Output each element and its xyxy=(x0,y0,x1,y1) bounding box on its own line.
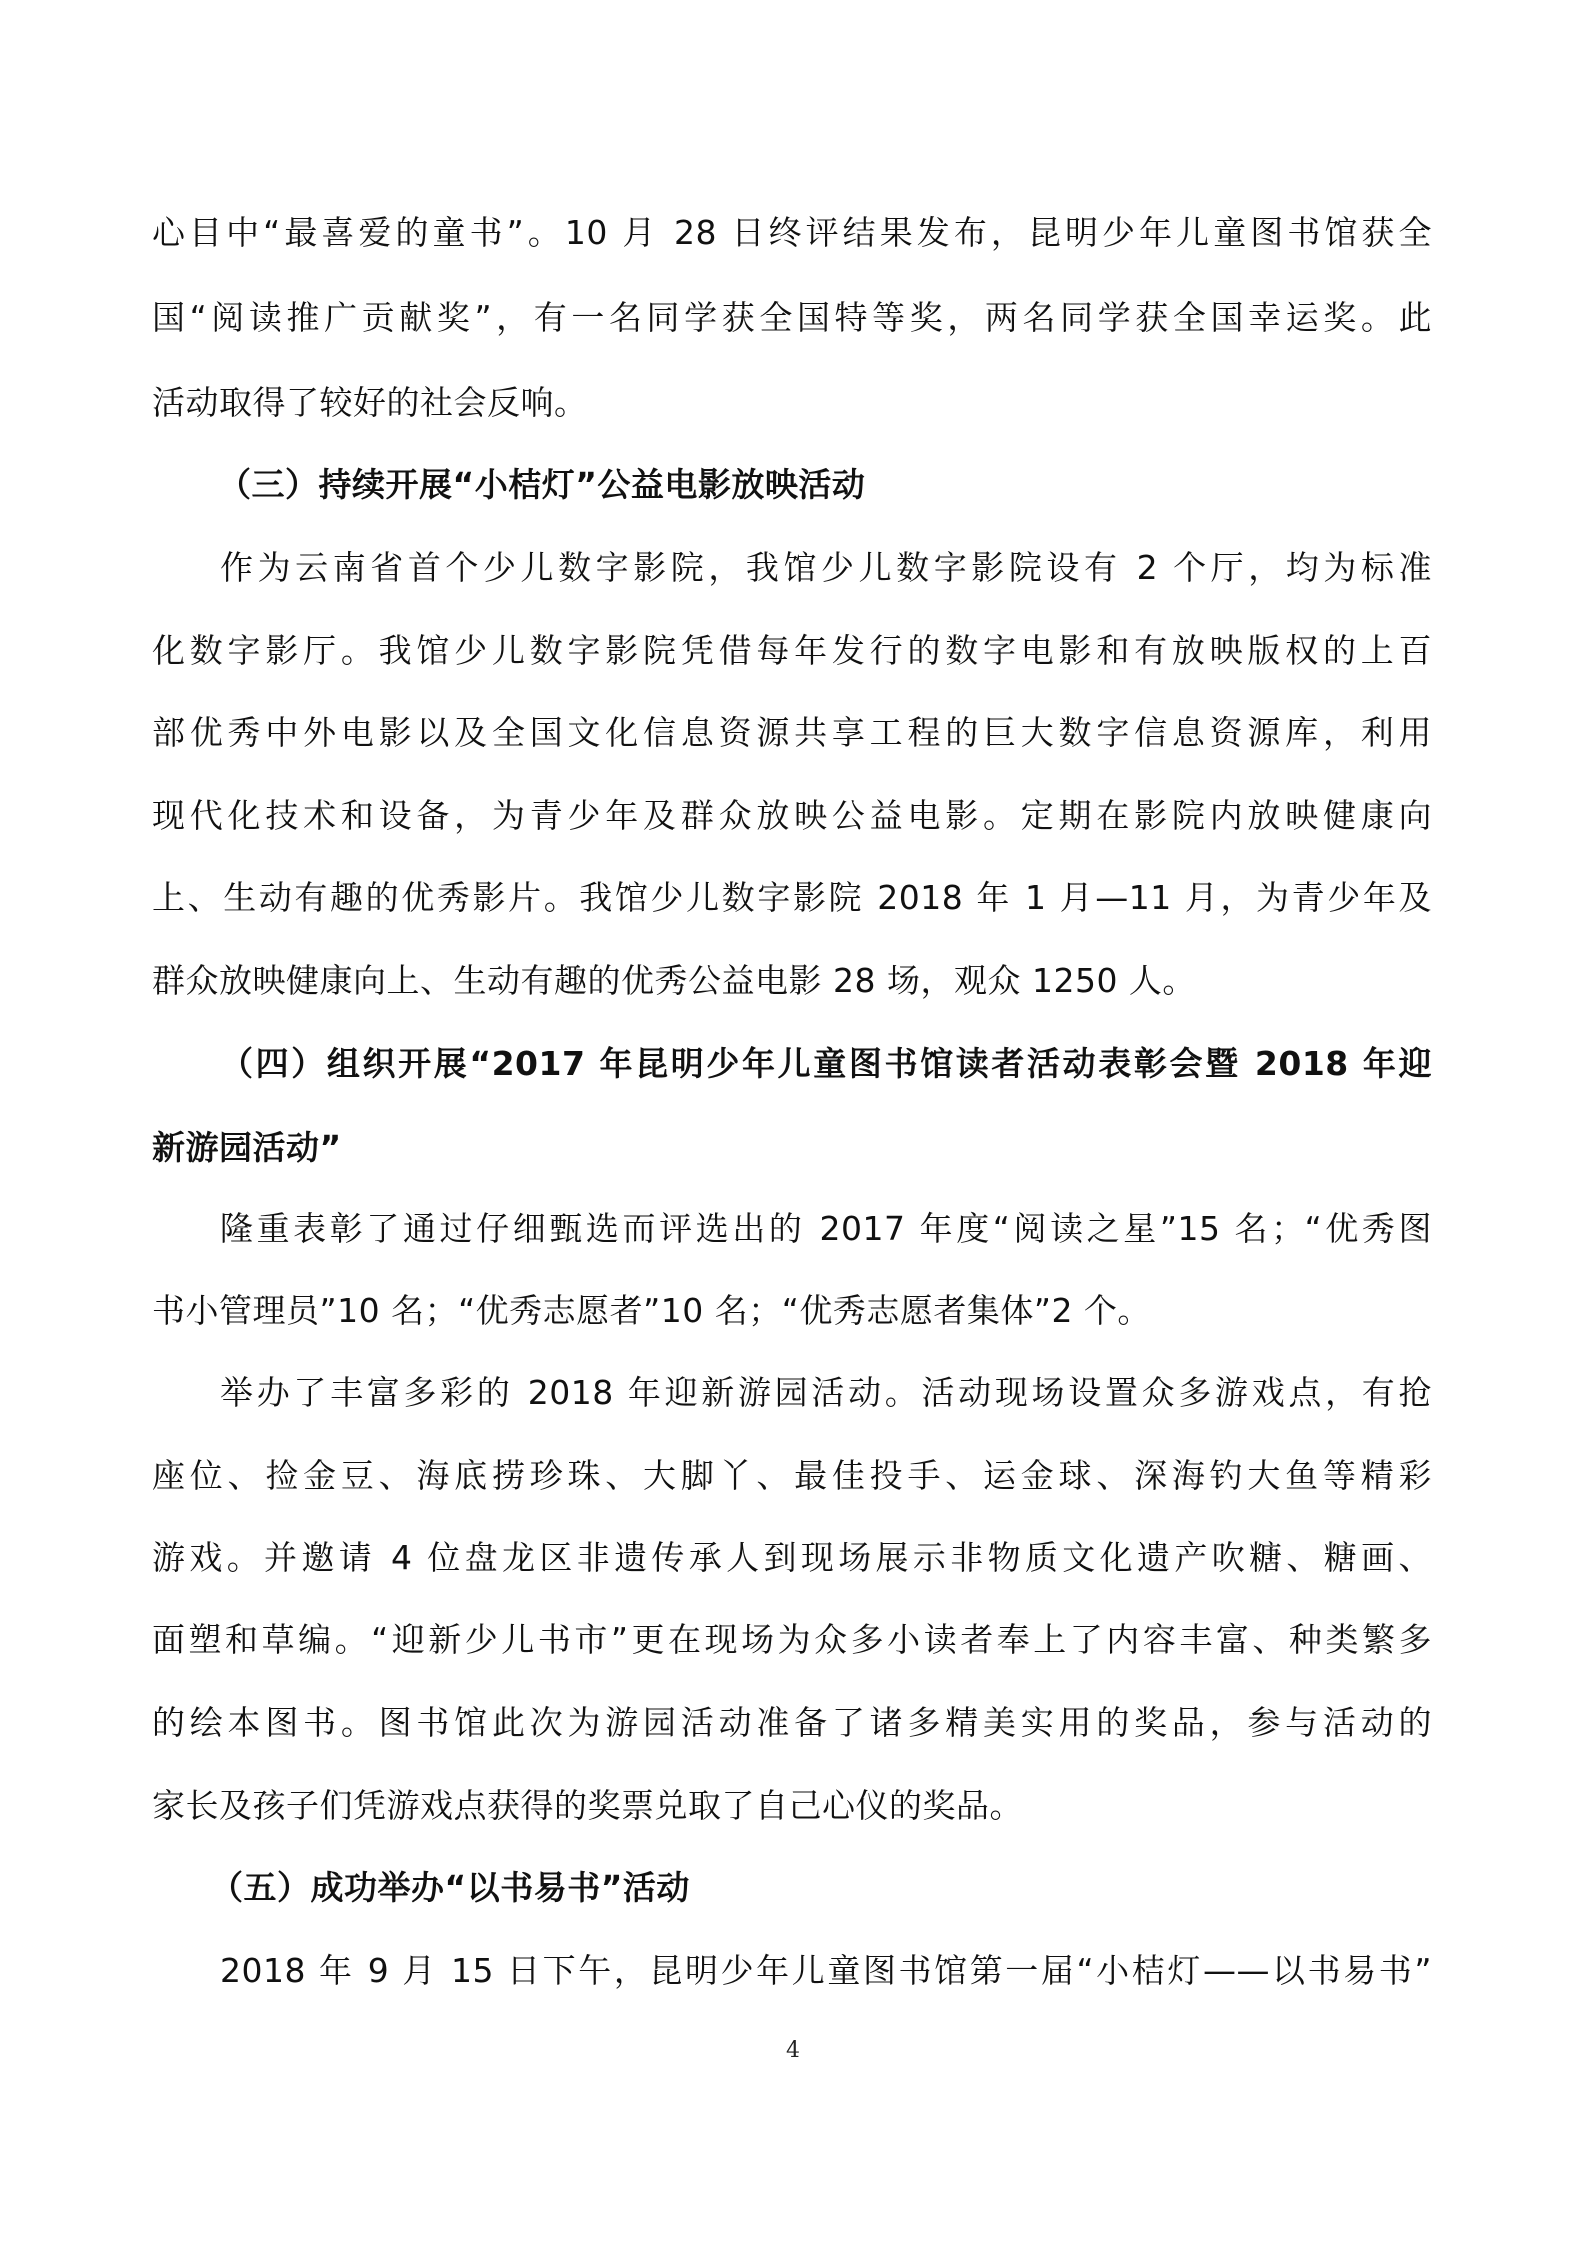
section-heading: （三）持续开展“小桔灯”公益电影放映活动 xyxy=(218,465,866,504)
body-line: 作为云南省首个少儿数字影院，我馆少儿数字影院设有 2 个厅，均为标准 xyxy=(220,548,1432,587)
body-line: 上、生动有趣的优秀影片。我馆少儿数字影院 2018 年 1 月—11 月，为青少年及 xyxy=(152,878,1432,917)
section-heading: （四）组织开展“2017 年昆明少年儿童图书馆读者活动表彰会暨 2018 年迎 xyxy=(220,1044,1432,1083)
body-line: 心目中“最喜爱的童书”。10 月 28 日终评结果发布，昆明少年儿童图书馆获全 xyxy=(152,213,1432,252)
body-line: 面塑和草编。“迎新少儿书市”更在现场为众多小读者奉上了内容丰富、种类繁多 xyxy=(152,1620,1432,1659)
body-line: 部优秀中外电影以及全国文化信息资源共享工程的巨大数字信息资源库，利用 xyxy=(152,713,1432,752)
body-line: 群众放映健康向上、生动有趣的优秀公益电影 28 场，观众 1250 人。 xyxy=(152,961,1196,1000)
body-line: 游戏。并邀请 4 位盘龙区非遗传承人到现场展示非物质文化遗产吹糖、糖画、 xyxy=(152,1538,1432,1577)
body-line: 现代化技术和设备，为青少年及群众放映公益电影。定期在影院内放映健康向 xyxy=(152,796,1432,835)
body-line: 的绘本图书。图书馆此次为游园活动准备了诸多精美实用的奖品，参与活动的 xyxy=(152,1703,1432,1742)
body-line: 家长及孩子们凭游戏点获得的奖票兑取了自己心仪的奖品。 xyxy=(152,1786,1023,1825)
section-heading: （五）成功举办“以书易书”活动 xyxy=(210,1868,690,1907)
section-heading-continued: 新游园活动” xyxy=(152,1128,342,1167)
body-line: 活动取得了较好的社会反响。 xyxy=(152,383,588,422)
body-line: 隆重表彰了通过仔细甄选而评选出的 2017 年度“阅读之星”15 名；“优秀图 xyxy=(220,1209,1432,1248)
body-line: 2018 年 9 月 15 日下午，昆明少年儿童图书馆第一届“小桔灯——以书易书” xyxy=(220,1951,1432,1990)
body-line: 国“阅读推广贡献奖”，有一名同学获全国特等奖，两名同学获全国幸运奖。此 xyxy=(152,298,1432,337)
page-number: 4 xyxy=(786,2038,800,2063)
body-line: 化数字影厅。我馆少儿数字影院凭借每年发行的数字电影和有放映版权的上百 xyxy=(152,631,1432,670)
body-line: 书小管理员”10 名；“优秀志愿者”10 名；“优秀志愿者集体”2 个。 xyxy=(152,1291,1151,1330)
body-line: 座位、捡金豆、海底捞珍珠、大脚丫、最佳投手、运金球、深海钓大鱼等精彩 xyxy=(152,1456,1432,1495)
body-line: 举办了丰富多彩的 2018 年迎新游园活动。活动现场设置众多游戏点，有抢 xyxy=(220,1373,1432,1412)
